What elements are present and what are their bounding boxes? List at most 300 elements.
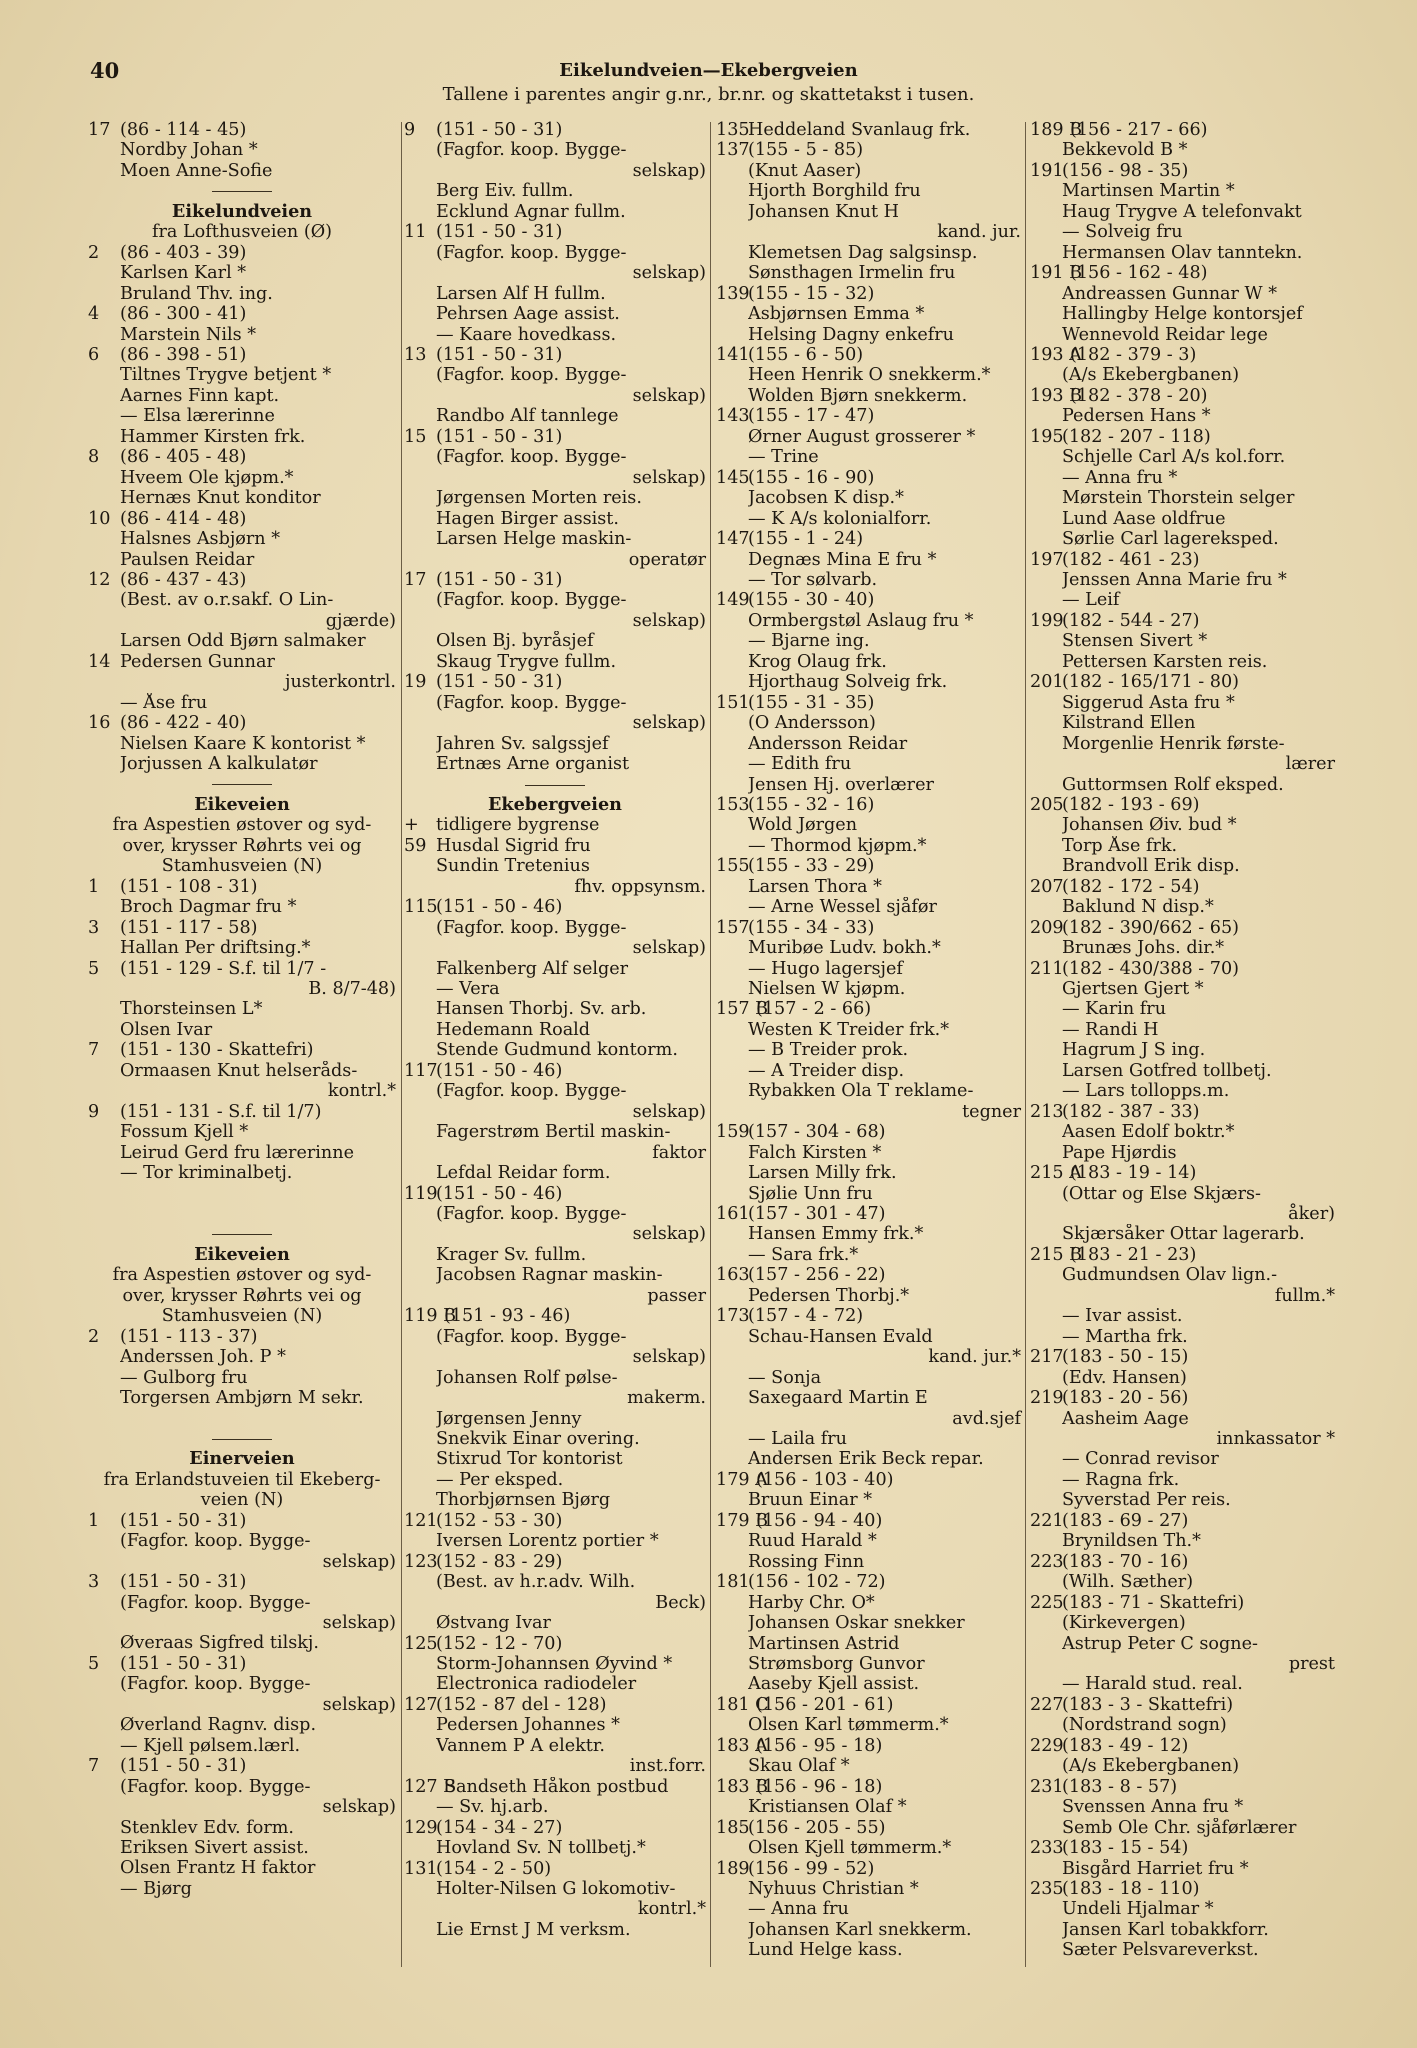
house-number: 3 [88, 917, 100, 938]
directory-entry [404, 979, 706, 999]
house-number [1030, 243, 1062, 263]
directory-entry [716, 775, 1021, 795]
entry-text: Krog Olaug frk. [748, 651, 887, 672]
house-number: 9 [404, 120, 416, 140]
house-number: 131 [404, 1858, 438, 1879]
entry-text: (183 - 50 - 15) [1062, 1347, 1189, 1368]
entry-text: Stensen Sivert * [1062, 631, 1208, 652]
entry-text: (155 - 16 - 90) [748, 467, 875, 488]
house-number [1030, 1797, 1062, 1817]
entry-text: Falch Kirsten * [748, 1142, 882, 1163]
house-number: 119 B [404, 1306, 457, 1327]
entry-text: Jansen Karl tobakkforr. [1062, 1919, 1269, 1940]
entry-text: (156 - 96 - 18) [756, 1776, 883, 1797]
entry-text: Hjorthaug Solveig frk. [748, 672, 948, 693]
directory-entry [716, 1613, 1021, 1633]
directory-entry [1030, 795, 1335, 815]
directory-entry [716, 897, 1021, 917]
house-number: 5 [88, 958, 100, 979]
entry-text: (151 - 117 - 58) [120, 917, 258, 938]
entry-text: (182 - 379 - 3) [1070, 344, 1197, 365]
entry-text: — Ivar assist. [1062, 1306, 1183, 1327]
entry-text: (183 - 19 - 14) [1070, 1163, 1197, 1184]
entry-text: Ecklund Agnar fullm. [436, 201, 626, 222]
directory-entry [716, 447, 1021, 467]
house-number [1030, 1470, 1062, 1490]
house-number [716, 386, 748, 406]
house-number: 137 [716, 140, 750, 161]
house-number [716, 365, 748, 385]
house-number [404, 1020, 436, 1040]
house-number: 183 B [716, 1776, 769, 1797]
house-number [404, 447, 436, 467]
directory-entry [88, 488, 396, 508]
house-number [88, 1818, 120, 1838]
house-number [716, 1634, 748, 1654]
house-number [716, 509, 748, 529]
house-number [88, 386, 120, 406]
house-number [716, 611, 748, 631]
entry-text: (151 - 50 - 31) [120, 1653, 247, 1674]
entry-text: — Conrad revisor [1062, 1449, 1219, 1470]
directory-entry [88, 386, 396, 406]
directory-entry [716, 243, 1021, 263]
entry-continuation: kontrl.* [327, 1081, 396, 1102]
directory-entry [716, 999, 1021, 1019]
house-number [1030, 1449, 1062, 1469]
entry-text: (156 - 94 - 40) [756, 1510, 883, 1531]
entry-text: (151 - 50 - 31) [120, 1756, 247, 1777]
directory-entry [1030, 386, 1335, 406]
directory-entry [1030, 713, 1335, 733]
house-number: 10 [88, 508, 111, 529]
entry-text: (151 - 50 - 31) [436, 672, 563, 693]
directory-entry [88, 1633, 396, 1653]
directory-entry [1030, 1020, 1335, 1040]
entry-text: Larsen Helge maskin- [436, 529, 632, 550]
directory-entry [404, 1654, 706, 1674]
directory-entry [88, 1572, 396, 1592]
directory-column-1 [88, 120, 396, 1899]
directory-entry [404, 1531, 706, 1551]
directory-entry [1030, 836, 1335, 856]
entry-text: Astrup Peter C sogne- [1062, 1633, 1258, 1654]
house-number [1030, 693, 1062, 713]
entry-text: — K A/s kolonialforr. [748, 508, 932, 529]
entry-text: Stenklev Edv. form. [120, 1817, 295, 1838]
entry-text: (151 - 50 - 31) [436, 222, 563, 243]
directory-entry [404, 406, 706, 426]
directory-entry [716, 1838, 1021, 1858]
entry-text: Pedersen Johannes * [436, 1715, 620, 1736]
entry-text: (182 - 193 - 69) [1062, 794, 1200, 815]
house-number [404, 1490, 436, 1510]
entry-text: (156 - 103 - 40) [756, 1469, 894, 1490]
street-heading: Eikelundveien [171, 200, 313, 222]
directory-entry [404, 345, 706, 365]
entry-text: Baklund N disp.* [1062, 897, 1214, 918]
directory-entry [1030, 1122, 1335, 1142]
directory-entry [1030, 1674, 1335, 1694]
entry-text: — Laila fru [748, 1429, 847, 1449]
entry-text: (Fagfor. koop. Bygge- [436, 917, 627, 938]
house-number [404, 1081, 436, 1101]
entry-text: Jørgensen Morten reis. [436, 488, 642, 509]
entry-text: Heddeland Svanlaug frk. [748, 120, 971, 140]
house-number [1030, 365, 1062, 385]
house-number [88, 1715, 120, 1735]
house-number [1030, 1327, 1062, 1347]
house-number [404, 1122, 436, 1142]
entry-text: (183 - 15 - 54) [1062, 1838, 1189, 1859]
entry-text: Hansen Emmy frk.* [748, 1224, 924, 1245]
entry-text: Tiltnes Trygve betjent * [120, 365, 332, 386]
entry-text: Torgersen Ambjørn M sekr. [120, 1388, 364, 1409]
house-number: 149 [716, 590, 750, 611]
entry-text: — Edith fru [748, 754, 852, 775]
entry-text: (182 - 390/662 - 65) [1062, 917, 1240, 938]
house-number [1030, 202, 1062, 222]
directory-entry [1030, 550, 1335, 570]
house-number [404, 1879, 436, 1899]
house-number [88, 427, 120, 447]
directory-entry [1030, 447, 1335, 467]
entry-text: Asbjørnsen Emma * [748, 304, 925, 325]
house-number: 12 [88, 569, 111, 590]
directory-entry [716, 263, 1021, 283]
directory-entry [716, 427, 1021, 447]
directory-entry [716, 1306, 1021, 1326]
entry-text: Bruun Einar * [748, 1490, 873, 1511]
directory-entry [716, 1245, 1021, 1265]
house-number [88, 938, 120, 958]
house-number [716, 1715, 748, 1735]
house-number: 197 [1030, 549, 1064, 570]
house-number [88, 1674, 120, 1694]
directory-entry [88, 1858, 396, 1878]
entry-text: — Anna fru * [1062, 467, 1178, 488]
directory-entry [1030, 243, 1335, 263]
entry-continuation: kontrl.* [637, 1899, 706, 1920]
directory-entry [716, 672, 1021, 692]
house-number [88, 529, 120, 549]
house-number [404, 1368, 436, 1388]
house-number: 189 B [1030, 120, 1083, 140]
entry-text: (Best. av h.r.adv. Wilh. [436, 1572, 636, 1593]
directory-entry [88, 243, 396, 263]
entry-text: Randbo Alf tannlege [436, 406, 619, 427]
house-number [404, 959, 436, 979]
directory-entry [404, 140, 706, 160]
directory-entry [88, 1674, 396, 1694]
house-number: 215 B [1030, 1244, 1083, 1265]
directory-entry [716, 1368, 1021, 1388]
directory-entry [716, 284, 1021, 304]
entry-text: (183 - 21 - 23) [1070, 1244, 1197, 1265]
street-description: Stamhusveien (N) [161, 1306, 323, 1327]
entry-text: (Wilh. Sæther) [1062, 1572, 1194, 1593]
entry-text: (156 - 162 - 48) [1070, 263, 1208, 284]
house-number [1030, 999, 1062, 1019]
house-number [716, 447, 748, 467]
entry-text: Pape Hjørdis [1062, 1142, 1177, 1163]
house-number [1030, 734, 1062, 754]
directory-entry [1030, 1818, 1335, 1838]
house-number [1030, 1920, 1062, 1940]
house-number [404, 1613, 436, 1633]
house-number [1030, 897, 1062, 917]
directory-entry [1030, 1368, 1335, 1388]
house-number [716, 1388, 748, 1408]
house-number: + [404, 815, 419, 836]
entry-continuation: selskap) [632, 467, 706, 488]
entry-text: (154 - 2 - 50) [436, 1858, 552, 1879]
directory-entry [716, 1081, 1021, 1101]
entry-continuation: selskap) [632, 713, 706, 734]
house-number: 121 [404, 1510, 438, 1531]
entry-text: Vannem P A elektr. [436, 1735, 605, 1756]
house-number [1030, 181, 1062, 201]
entry-continuation: faktor [652, 1142, 706, 1163]
directory-entry [1030, 815, 1335, 835]
directory-entry [88, 1388, 396, 1408]
directory-entry [404, 570, 706, 590]
house-number [88, 468, 120, 488]
directory-entry [716, 1818, 1021, 1838]
house-number: 143 [716, 406, 750, 427]
directory-entry [716, 140, 1021, 160]
house-number [404, 631, 436, 651]
directory-entry [1030, 161, 1335, 181]
directory-entry [404, 999, 706, 1019]
directory-entry [404, 1797, 706, 1817]
house-number [404, 1470, 436, 1490]
house-number [404, 325, 436, 345]
entry-text: (86 - 114 - 45) [120, 120, 247, 140]
house-number [716, 161, 748, 181]
directory-entry [716, 1511, 1021, 1531]
house-number [404, 1163, 436, 1183]
house-number [88, 1388, 120, 1408]
entry-text: (Fagfor. koop. Bygge- [436, 365, 627, 386]
entry-text: Lund Helge kass. [748, 1940, 903, 1961]
entry-text: Hagrum J S ing. [1062, 1040, 1206, 1061]
house-number [1030, 1143, 1062, 1163]
entry-text: — Gulborg fru [120, 1367, 248, 1388]
directory-entry [88, 570, 396, 590]
entry-text: (151 - 93 - 46) [444, 1306, 571, 1327]
directory-entry [88, 938, 396, 958]
house-number: 181 C [716, 1694, 769, 1715]
house-number [1030, 1634, 1062, 1654]
house-number: 159 [716, 1122, 750, 1143]
directory-entry [404, 529, 706, 549]
column-divider [710, 122, 711, 1967]
house-number: 221 [1030, 1510, 1064, 1531]
directory-entry [1030, 1449, 1335, 1469]
directory-entry [716, 795, 1021, 815]
entry-text: (156 - 99 - 52) [748, 1858, 875, 1879]
house-number: 201 [1030, 672, 1064, 693]
directory-entry [716, 877, 1021, 897]
entry-text: (183 - 70 - 16) [1062, 1551, 1189, 1572]
house-number [88, 1838, 120, 1858]
street-description: fra Erlandstuveien til Ekeberg- [103, 1469, 381, 1490]
house-number [716, 1224, 748, 1244]
house-number [716, 1838, 748, 1858]
house-number [88, 1143, 120, 1163]
house-number: 151 [716, 692, 750, 713]
house-number [404, 304, 436, 324]
entry-text: Snekvik Einar overing. [436, 1428, 640, 1449]
directory-entry [716, 631, 1021, 651]
directory-entry [716, 1695, 1021, 1715]
house-number: 179 B [716, 1510, 769, 1531]
directory-entry [716, 1429, 1021, 1449]
house-number [404, 999, 436, 1019]
entry-text: Jahren Sv. salgssjef [436, 733, 609, 754]
entry-text: (155 - 31 - 35) [748, 692, 875, 713]
directory-entry [716, 734, 1021, 754]
entry-text: Larsen Milly frk. [748, 1163, 897, 1184]
directory-entry [716, 304, 1021, 324]
entry-text: (183 - 8 - 57) [1062, 1776, 1178, 1797]
directory-entry [88, 1838, 396, 1858]
directory-entry [1030, 1327, 1335, 1347]
entry-text: (86 - 403 - 39) [120, 242, 247, 263]
house-number [1030, 325, 1062, 345]
house-number [404, 1838, 436, 1858]
directory-entry [1030, 1306, 1335, 1326]
house-number: 219 [1030, 1388, 1064, 1409]
entry-continuation: tegner [962, 1101, 1021, 1122]
house-number [716, 1940, 748, 1960]
directory-entry [716, 1061, 1021, 1081]
directory-entry [88, 1511, 396, 1531]
entry-text: Karlsen Karl * [120, 263, 247, 284]
directory-entry [88, 1818, 396, 1838]
directory-entry [1030, 999, 1335, 1019]
house-number [404, 140, 436, 160]
house-number [88, 754, 120, 774]
directory-entry [716, 979, 1021, 999]
directory-entry [716, 693, 1021, 713]
directory-entry [1030, 1143, 1335, 1163]
house-number [1030, 1859, 1062, 1879]
directory-column-2 [404, 120, 706, 1940]
house-number: 59 [404, 835, 427, 856]
directory-entry [1030, 1245, 1335, 1265]
directory-entry [716, 1327, 1021, 1347]
entry-text: Andersson Reidar [748, 733, 908, 754]
directory-entry [1030, 1715, 1335, 1735]
entry-text: Fagerstrøm Bertil maskin- [436, 1122, 671, 1143]
directory-entry [1030, 775, 1335, 795]
house-number [1030, 775, 1062, 795]
entry-continuation: selskap) [322, 1612, 396, 1633]
entry-text: Anderssen Joh. P * [120, 1347, 286, 1368]
house-number [88, 488, 120, 508]
entry-text: (Kirkevergen) [1062, 1613, 1186, 1634]
directory-entry [716, 611, 1021, 631]
entry-text: Jacobsen K disp.* [748, 488, 904, 509]
house-number [88, 999, 120, 1019]
entry-text: (Nordstrand sogn) [1062, 1715, 1227, 1736]
house-number [404, 1040, 436, 1060]
entry-text: Nielsen Kaare K kontorist * [120, 733, 366, 754]
directory-entry [716, 1715, 1021, 1735]
house-number [716, 1899, 748, 1919]
entry-continuation: operatør [628, 549, 706, 570]
entry-text: (152 - 12 - 70) [436, 1633, 563, 1654]
entry-text: Aasheim Aage [1062, 1408, 1189, 1429]
entry-text: (156 - 102 - 72) [748, 1572, 886, 1593]
entry-text: Jensen Hj. overlærer [748, 774, 934, 795]
house-number [1030, 1613, 1062, 1633]
entry-text: (154 - 34 - 27) [436, 1817, 563, 1838]
house-number [404, 754, 436, 774]
directory-entry [716, 1634, 1021, 1654]
entry-text: Ruud Harald * [748, 1531, 877, 1552]
house-number [716, 202, 748, 222]
directory-entry [404, 284, 706, 304]
entry-text: (182 - 430/388 - 70) [1062, 958, 1240, 979]
house-number [716, 1920, 748, 1940]
house-number [88, 1347, 120, 1367]
house-number: 115 [404, 897, 438, 918]
entry-text: (182 - 461 - 23) [1062, 549, 1200, 570]
entry-text: (182 - 165/171 - 80) [1062, 672, 1240, 693]
entry-text: (182 - 207 - 118) [1062, 426, 1211, 447]
directory-entry [716, 365, 1021, 385]
entry-text: (152 - 87 del - 128) [436, 1694, 607, 1715]
house-number [404, 734, 436, 754]
house-number [716, 243, 748, 263]
entry-text: (151 - 129 - S.f. til 1/7 - [120, 958, 327, 979]
entry-continuation: selskap) [322, 1797, 396, 1818]
street-description: over, krysser Røhrts vei og [122, 1285, 362, 1306]
house-number [88, 365, 120, 385]
house-number [716, 1040, 748, 1060]
directory-entry [404, 672, 706, 692]
entry-text: (86 - 300 - 41) [120, 304, 247, 325]
directory-entry [88, 713, 396, 733]
directory-entry [404, 1245, 706, 1265]
directory-entry [716, 856, 1021, 876]
entry-text: — Leif [1062, 590, 1120, 611]
house-number: 173 [716, 1306, 750, 1327]
directory-entry [1030, 672, 1335, 692]
entry-text: — Harald stud. real. [1062, 1674, 1243, 1695]
directory-entry [1030, 365, 1335, 385]
entry-continuation: inst.forr. [629, 1756, 706, 1777]
entry-text: (86 - 414 - 48) [120, 508, 247, 529]
directory-entry [404, 590, 706, 610]
entry-text: — Bjarne ing. [748, 631, 870, 652]
directory-entry [404, 509, 706, 529]
directory-entry [1030, 1265, 1335, 1285]
directory-entry [404, 304, 706, 324]
entry-text: (155 - 6 - 50) [748, 344, 864, 365]
entry-continuation: selskap) [632, 1347, 706, 1368]
entry-text: (152 - 83 - 29) [436, 1551, 563, 1572]
house-number [716, 815, 748, 835]
directory-entry [1030, 1061, 1335, 1081]
house-number [88, 734, 120, 754]
entry-text: (156 - 201 - 61) [756, 1694, 894, 1715]
directory-entry [1030, 959, 1335, 979]
directory-entry [1030, 488, 1335, 508]
